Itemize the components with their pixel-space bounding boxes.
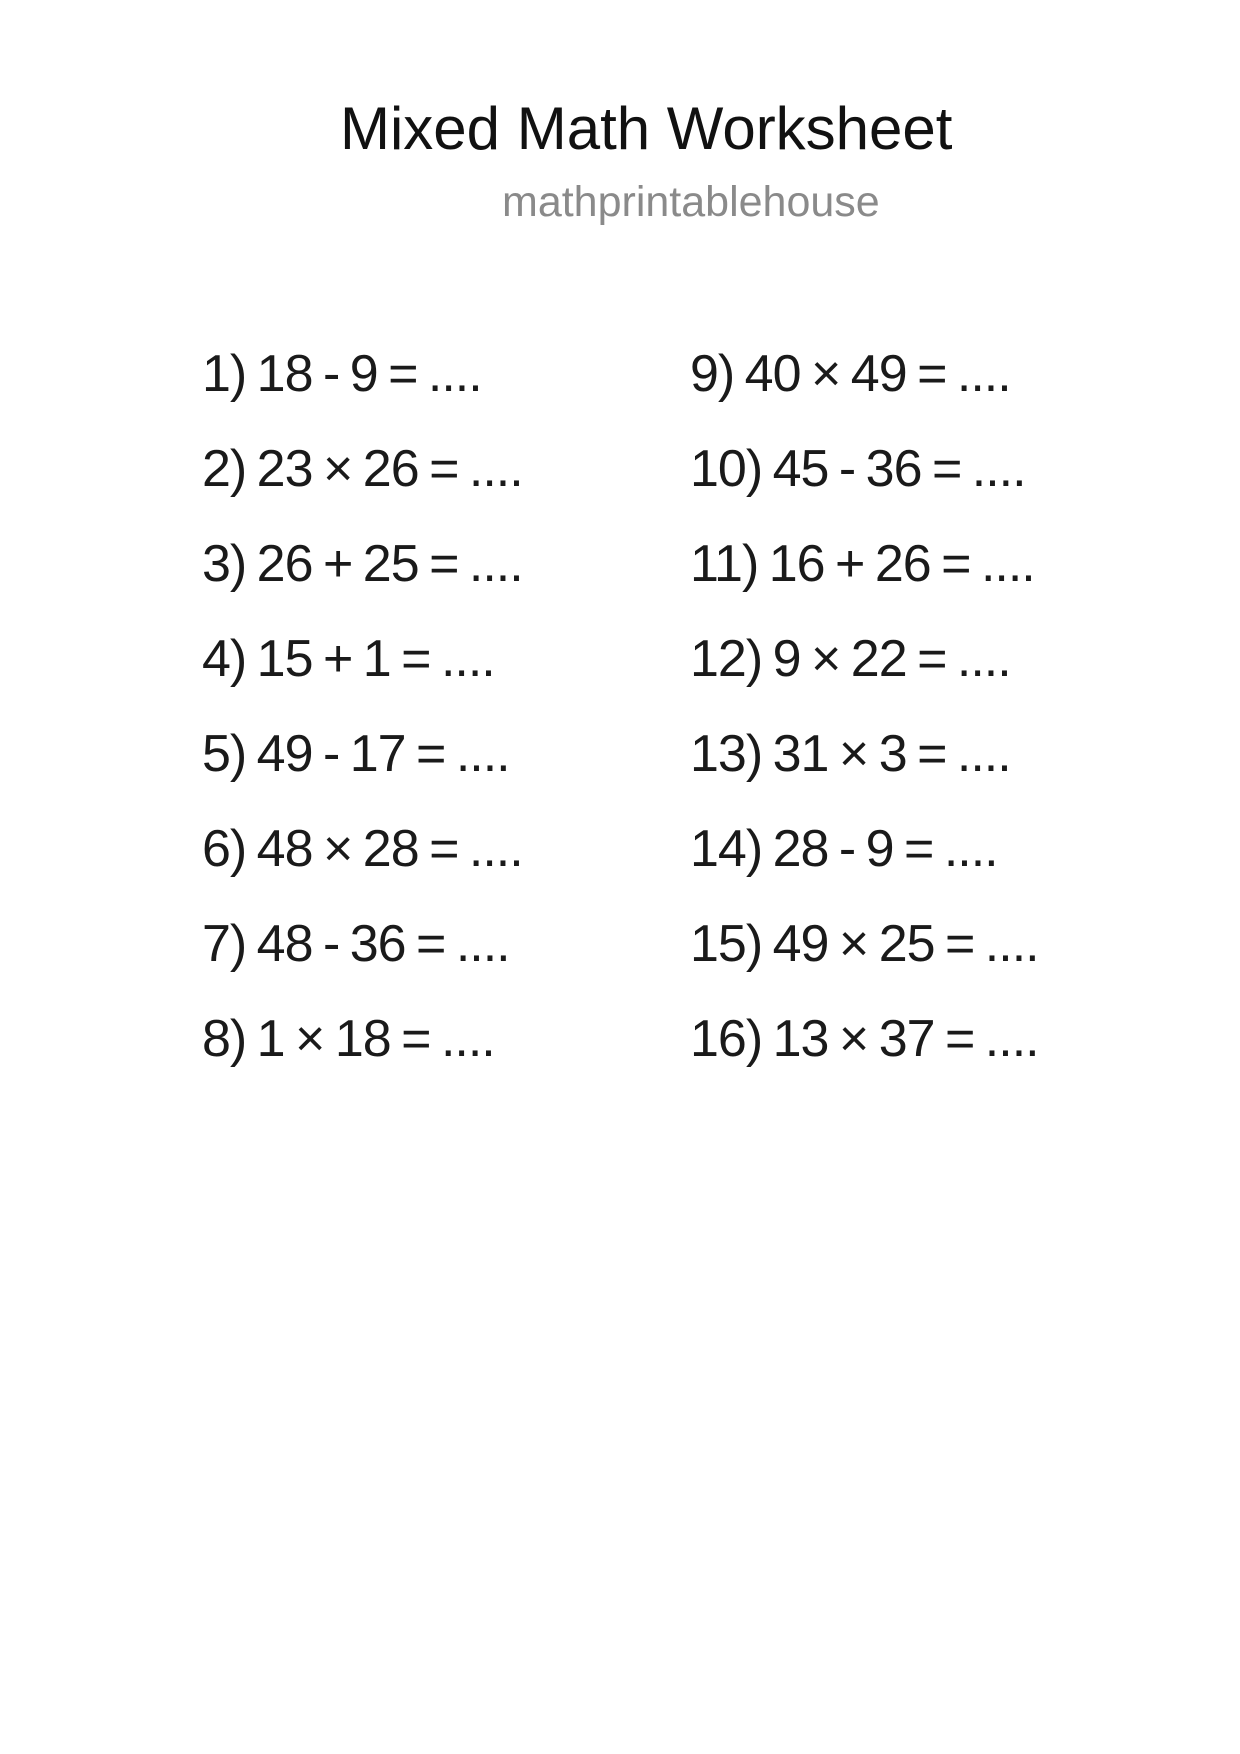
problem-2: 2) 23 × 26 = .... <box>202 440 523 498</box>
problem-11: 11) 16 + 26 = .... <box>690 535 1035 593</box>
problem-1: 1) 18 - 9 = .... <box>202 345 482 403</box>
problems-column-left <box>202 345 690 1068</box>
problem-16: 16) 13 × 37 = .... <box>690 1010 1039 1068</box>
problems-grid <box>202 345 1039 1068</box>
problem-3: 3) 26 + 25 = .... <box>202 535 523 593</box>
problem-13: 13) 31 × 3 = .... <box>690 725 1011 783</box>
problem-8: 8) 1 × 18 = .... <box>202 1010 495 1068</box>
problem-5: 5) 49 - 17 = .... <box>202 725 510 783</box>
page-subtitle: mathprintablehouse <box>502 178 880 226</box>
problem-12: 12) 9 × 22 = .... <box>690 630 1011 688</box>
problems-column-right <box>690 345 1039 1068</box>
problem-14: 14) 28 - 9 = .... <box>690 820 998 878</box>
problem-9: 9) 40 × 49 = .... <box>690 345 1011 403</box>
problem-4: 4) 15 + 1 = .... <box>202 630 495 688</box>
problem-10: 10) 45 - 36 = .... <box>690 440 1026 498</box>
page-title: Mixed Math Worksheet <box>340 95 953 162</box>
problem-7: 7) 48 - 36 = .... <box>202 915 510 973</box>
problem-6: 6) 48 × 28 = .... <box>202 820 523 878</box>
problem-15: 15) 49 × 25 = .... <box>690 915 1039 973</box>
